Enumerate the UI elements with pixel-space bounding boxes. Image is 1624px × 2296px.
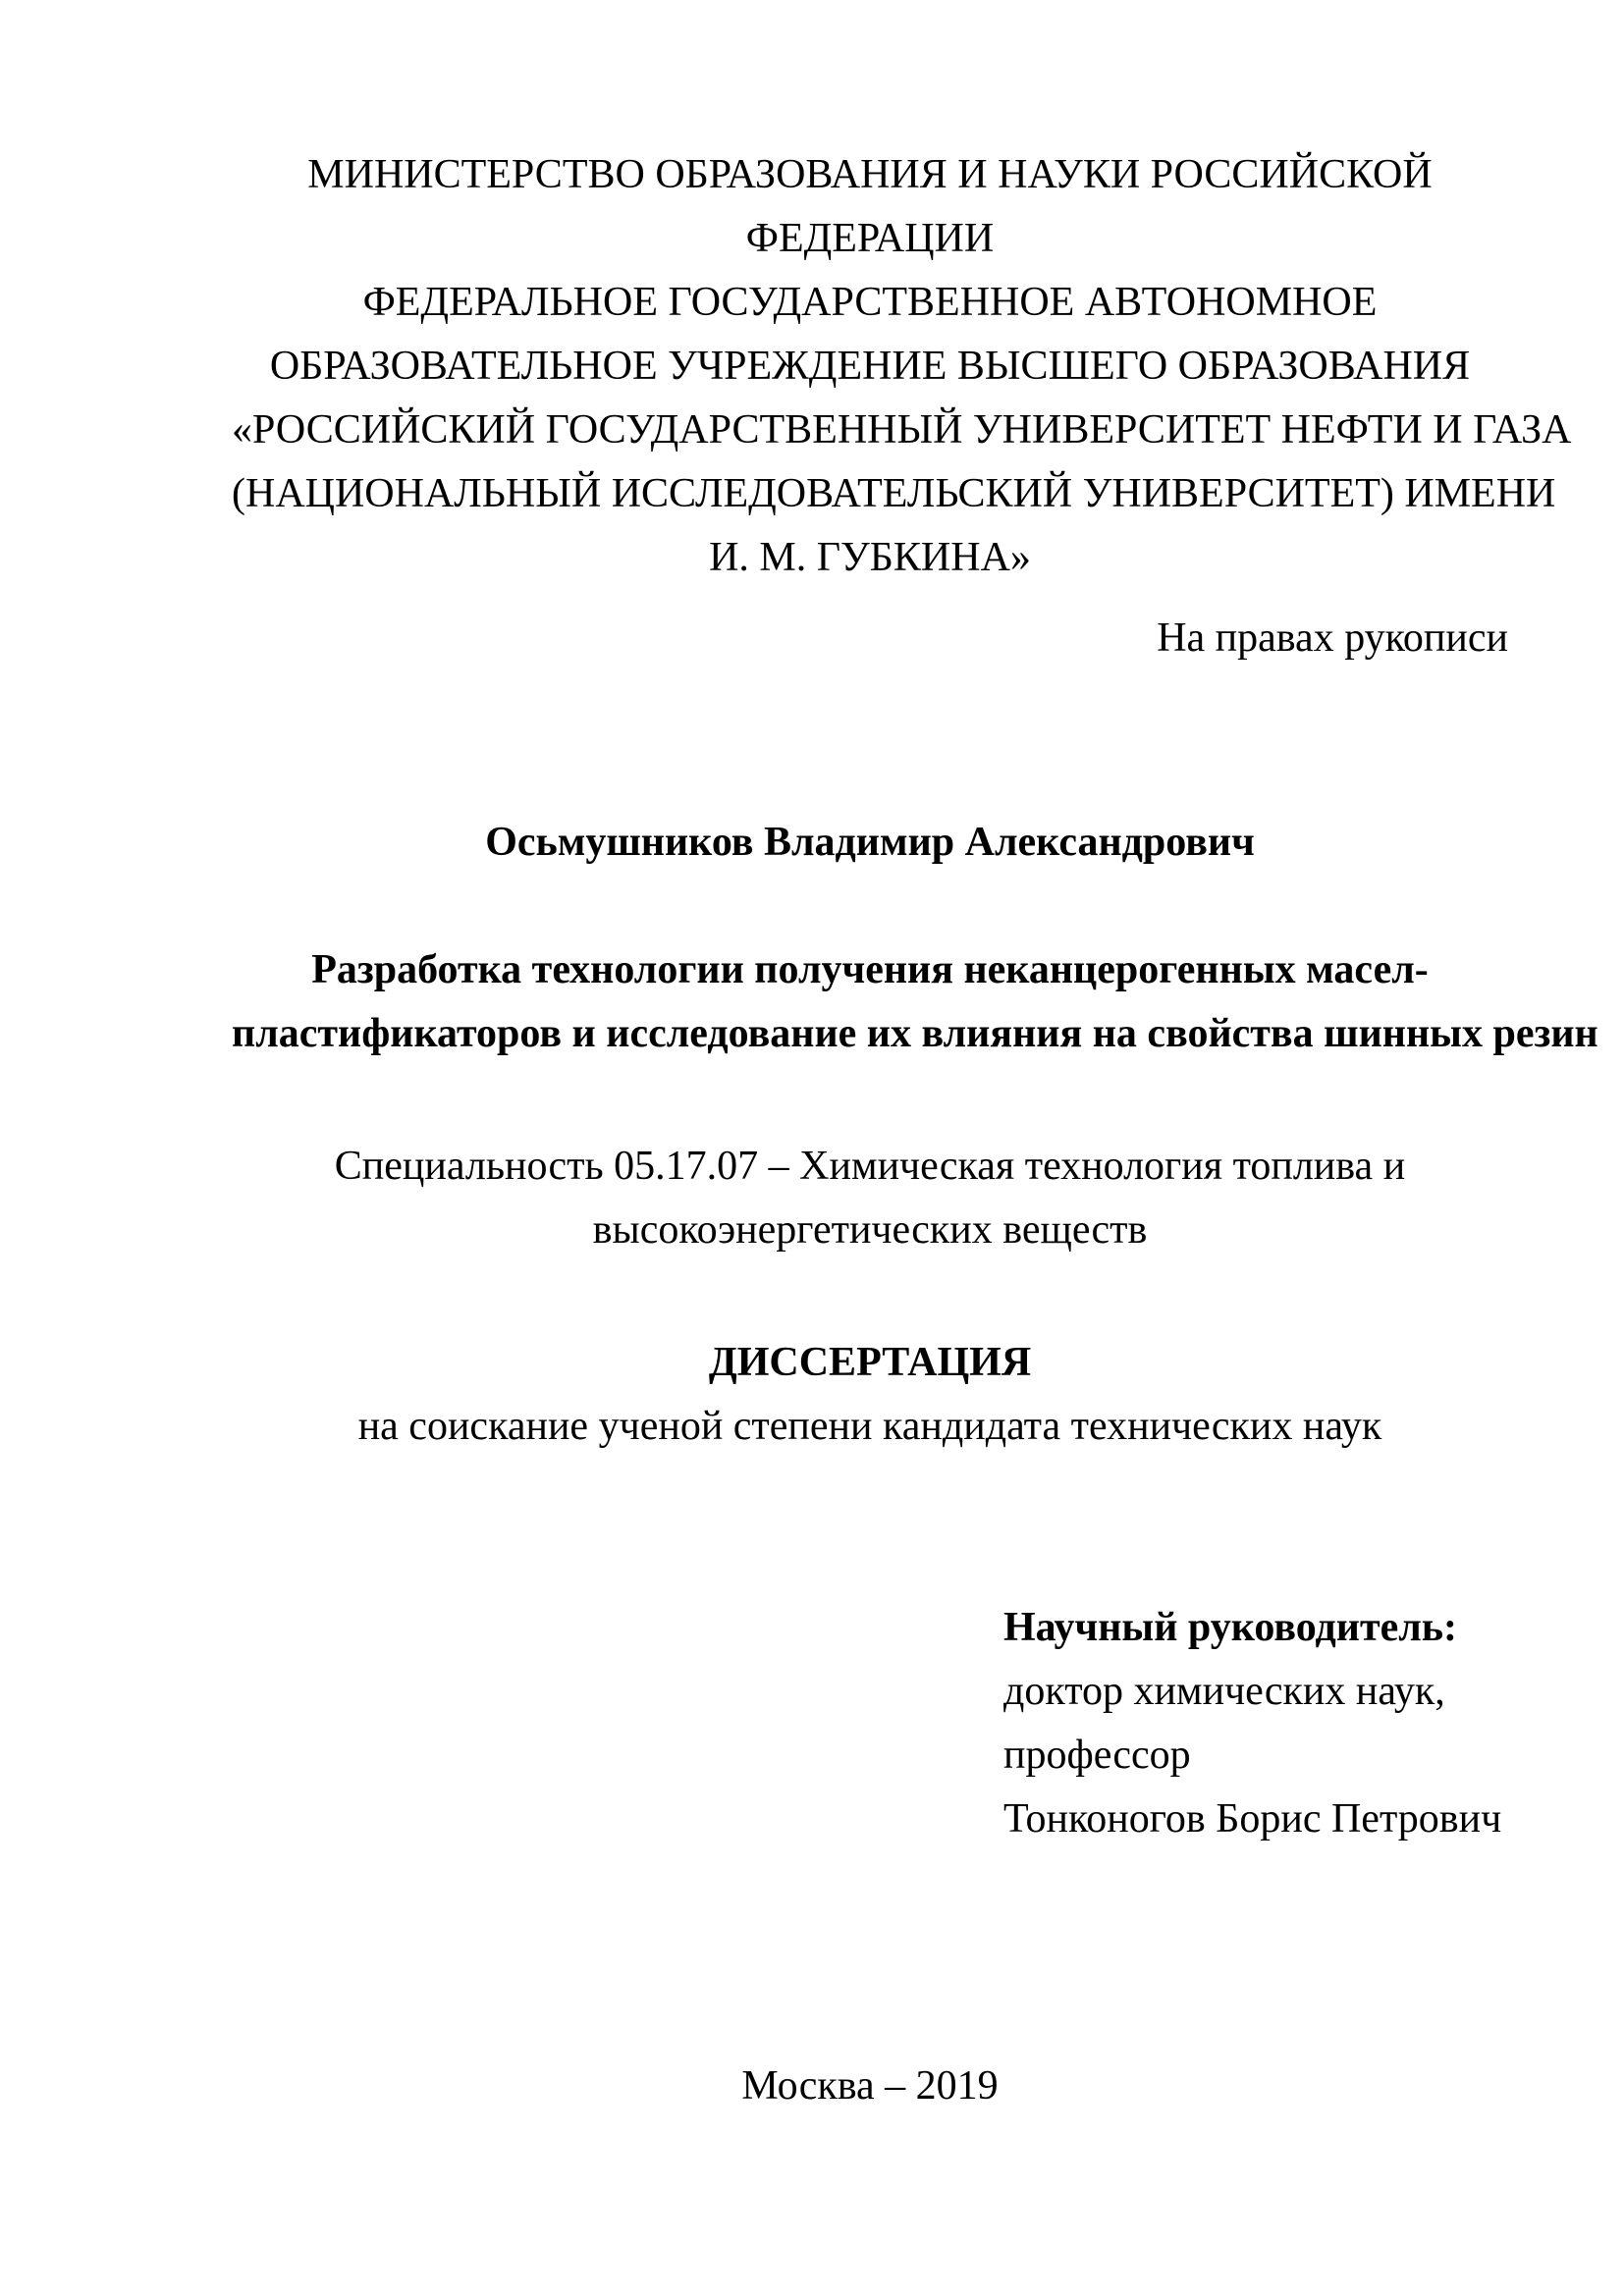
supervisor-label: Научный руководитель: xyxy=(1003,1605,1457,1650)
specialty-block xyxy=(232,1135,1508,1262)
specialty-line-1: Специальность 05.17.07 – Химическая технология топлива и xyxy=(334,1144,1406,1189)
document-type-block xyxy=(232,1331,1508,1459)
footer-block xyxy=(232,2055,1508,2118)
supervisor-degree: доктор химических наук, xyxy=(1003,1669,1445,1714)
supervisor-rank: профессор xyxy=(1003,1733,1191,1778)
institution-line-1: ФЕДЕРАЛЬНОЕ ГОСУДАРСТВЕННОЕ АВТОНОМНОЕ xyxy=(362,280,1378,325)
author-name: Осьмушников Владимир Александрович xyxy=(485,820,1255,865)
document-type-heading: ДИССЕРТАЦИЯ xyxy=(708,1340,1032,1385)
dissertation-title xyxy=(232,938,1598,1066)
supervisor-block xyxy=(1003,1596,1508,1851)
ministry-header xyxy=(232,143,1572,590)
author-block xyxy=(232,811,1508,875)
manuscript-note: На правах рукописи xyxy=(1157,615,1508,661)
university-line-3: И. М. ГУБКИНА» xyxy=(709,535,1031,580)
specialty-line-2: высокоэнергетических веществ xyxy=(592,1207,1148,1253)
institution-line-2: ОБРАЗОВАТЕЛЬНОЕ УЧРЕЖДЕНИЕ ВЫСШЕГО ОБРАЗОВАНИЯ xyxy=(269,344,1471,389)
dissertation-title-line-2: пластификаторов и исследование их влияния на свойства шинных резин xyxy=(232,1011,1598,1056)
supervisor-name: Тонконогов Борис Петрович xyxy=(1003,1796,1502,1842)
university-line-2: (НАЦИОНАЛЬНЫЙ ИССЛЕДОВАТЕЛЬСКИЙ УНИВЕРСИТЕТ) ИМЕНИ xyxy=(232,471,1556,516)
city-year: Москва – 2019 xyxy=(741,2063,999,2109)
ministry-line-1: МИНИСТЕРСТВО ОБРАЗОВАНИЯ И НАУКИ РОССИЙСКОЙ xyxy=(307,152,1433,197)
university-line-1: «РОССИЙСКИЙ ГОСУДАРСТВЕННЫЙ УНИВЕРСИТЕТ НЕФТИ И ГАЗА xyxy=(232,407,1572,453)
ministry-line-2: ФЕДЕРАЦИИ xyxy=(745,216,995,261)
dissertation-title-line-1: Разработка технологии получения неканцерогенных масел- xyxy=(311,947,1429,992)
degree-note: на соискание ученой степени кандидата технических наук xyxy=(357,1404,1382,1449)
